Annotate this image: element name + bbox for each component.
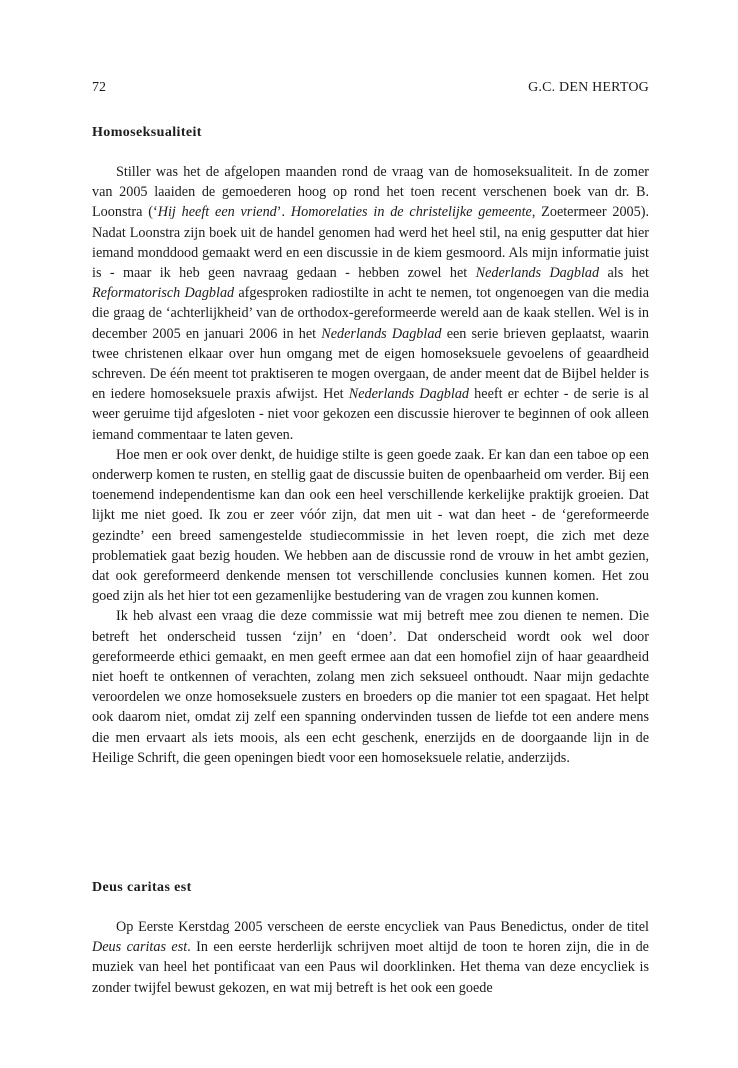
section-heading-deus-caritas-est: Deus caritas est bbox=[92, 880, 192, 895]
newspaper-name-italic: Nederlands Dagblad bbox=[321, 325, 442, 342]
text-run: ’. bbox=[276, 204, 291, 221]
text-run: afgesproken radiostilte in acht te nemen, tot ongenoegen van die media die graag de ‘achterlijkheid’ van de orthodox-gereformeerde wereld aan de kaak stellen. Wel is in december 2005 en januari 2006 in het bbox=[92, 285, 649, 342]
paragraph: Hoe men er ook over denkt, de huidige stilte is geen goede zaak. Er kan dan een taboe op een onderwerp komen te rusten, en stellig gaat de discussie buiten de openbaarheid om verder. Bij een toenemend independentisme kan dan ook een heel verschillende kerkelijke praktijk groeien. Dat lijkt me niet goed. Ik zou er zeer vóór zijn, dat men uit - wat dan heet - de ‘gereformeerde gezindte’ een breed samengestelde studiecommissie in het leven roept, die zich met deze problematiek gaat bezig houden. We hebben aan de discussie rond de vrouw in het ambt gezien, dat ook gereformeerd denkende mensen tot verschillende conclusies kunnen komen. Het zou goed zijn als het hier tot een gezamenlijke bestudering van de vragen zou kunnen komen. bbox=[92, 446, 649, 605]
book-title-italic: Hij heeft een vriend bbox=[157, 204, 277, 221]
paragraph bbox=[92, 162, 649, 445]
newspaper-name-italic: Reformatorisch Dagblad bbox=[92, 285, 235, 302]
section-body-deus-caritas-est bbox=[92, 917, 649, 998]
paragraph: Ik heb alvast een vraag die deze commissie wat mij betreft mee zou dienen te nemen. Die betreft het onderscheid tussen ‘zijn’ en ‘doen’. Dat onderscheid wordt ook wel door gereformeerde ethici gemaakt, en men geeft ermee aan dat een homofiel zijn of haar geaardheid niet hoeft te ontkennen of verachten, zolang men zich seksueel onthoudt. Naar mijn gedachte veroordelen we onze homoseksuele zusters en broeders op die manier tot een spagaat. Het helpt ook daarom niet, omdat zij zelf een spanning ondervinden tussen de liefde tot een andere mens die men ervaart als iets moois, als een echt geschenk, enerzijds en de doorgaande lijn in de Heilige Schrift, die geen openingen biedt voor een homoseksuele relatie, anderzijds. bbox=[92, 608, 649, 766]
newspaper-name-italic: Nederlands Dagblad bbox=[475, 265, 600, 282]
page-number: 72 bbox=[92, 80, 106, 95]
running-title: G.C. DEN HERTOG bbox=[528, 80, 649, 95]
text-run: een serie brieven geplaatst, waarin twee christenen elkaar over hun omgang met de eigen homoseksuele gevoelens of geaardheid schreven. De één meent tot praktiseren te mogen overgaan, de ander meent dat de Bijbel helder is en iedere homoseksuele praxis afwijst. Het bbox=[92, 325, 649, 403]
text-run: Stiller was het de afgelopen maanden rond de vraag van de homoseksualiteit. In de zomer van 2005 laaiden de gemoederen hoog op rond het toen recent verschenen boek van dr. B. Loonstra (‘ bbox=[92, 164, 649, 221]
document-page bbox=[92, 0, 649, 1068]
section-body-homoseksualiteit bbox=[92, 162, 649, 768]
text-run: heeft er echter - de serie is al weer geruime tijd afgesloten - niet voor gekozen een discussie hierover te beginnen of ook alleen iemand commentaar te laten geven. bbox=[92, 386, 649, 443]
newspaper-name-italic: Nederlands Dagblad bbox=[348, 386, 470, 403]
text-run: . In een eerste herderlijk schrijven moet altijd de toon te horen zijn, die in de muziek van heel het pontificaat van een Paus wil doorklinken. Het thema van deze encycliek is zonder twijfel bewust gekozen, en wat mij betreft is het ook een goede bbox=[92, 939, 649, 996]
text-run: als het bbox=[599, 265, 650, 282]
section-heading-homoseksualiteit: Homoseksualiteit bbox=[92, 125, 202, 140]
book-subtitle-italic: Homorelaties in de christelijke gemeente bbox=[290, 204, 532, 221]
text-run: , Zoetermeer 2005). Nadat Loonstra zijn boek uit de handel genomen had werd het heel stil, na enig gesputter dat hier iemand monddood gemaakt werd en een discussie in de kiem gesmoord. Als mijn informatie juist is - maar ik heb geen navraag gedaan - hebben zowel het bbox=[92, 204, 650, 282]
paragraph bbox=[92, 917, 649, 998]
text-run: Op Eerste Kerstdag 2005 verscheen de eerste encycliek van Paus Benedictus, onder de titel bbox=[116, 919, 649, 935]
encyclical-title-italic: Deus caritas est bbox=[92, 939, 188, 956]
